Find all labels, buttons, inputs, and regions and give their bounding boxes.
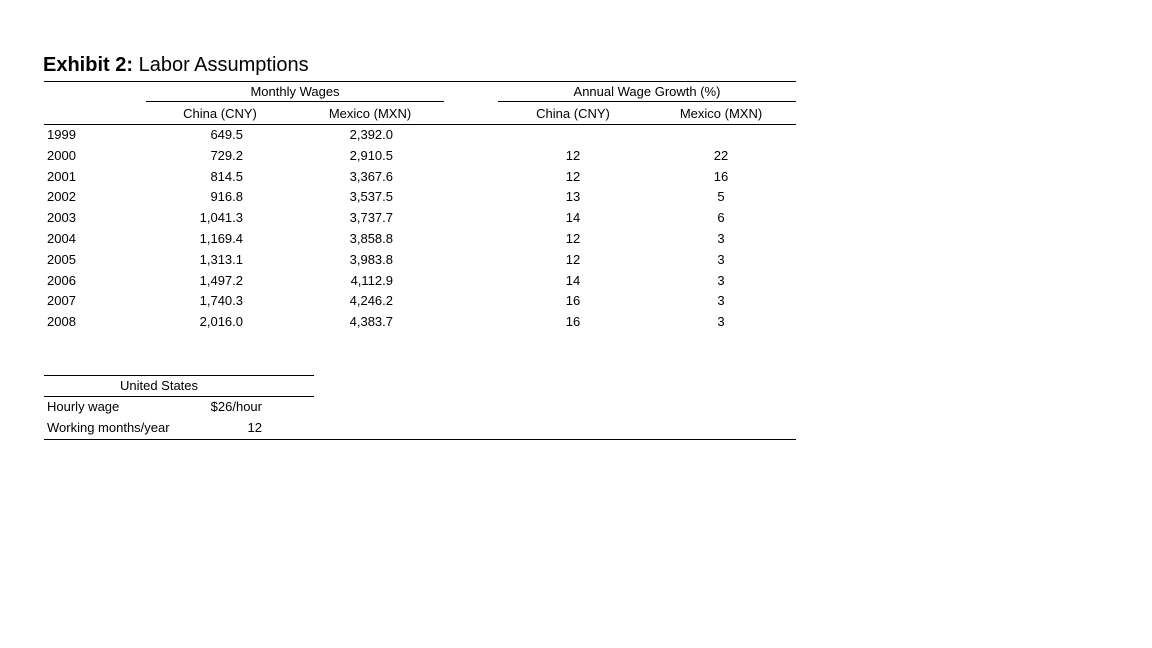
us-value-hourly-wage: $26/hour — [210, 399, 262, 414]
group-underline-monthly — [146, 101, 444, 102]
header-rule — [44, 124, 796, 125]
cell-mexico-wage: 3,858.8 — [349, 231, 393, 246]
cell-china-growth: 12 — [565, 168, 581, 184]
cell-mexico-wage: 3,983.8 — [349, 251, 393, 267]
cell-mexico-growth: 3 — [717, 231, 725, 246]
cell-china-growth: 12 — [565, 231, 581, 246]
cell-mexico-growth: 22 — [713, 147, 729, 163]
us-header-rule — [44, 396, 314, 397]
cell-mexico-growth: 5 — [717, 189, 725, 205]
cell-china-growth: 14 — [565, 272, 581, 288]
cell-year: 2005 — [47, 251, 76, 267]
cell-china-wage: 916.8 — [210, 189, 243, 205]
cell-mexico-wage: 4,112.9 — [350, 272, 393, 288]
col-header-mexico-growth: Mexico (MXN) — [679, 106, 763, 121]
cell-mexico-wage: 4,246.2 — [349, 293, 393, 309]
group-header-annual-wage-growth: Annual Wage Growth (%) — [573, 84, 721, 99]
col-header-china-wage: China (CNY) — [183, 106, 257, 121]
cell-mexico-wage: 3,367.6 — [349, 168, 393, 184]
cell-china-wage: 814.5 — [210, 168, 243, 184]
cell-year: 2004 — [47, 231, 76, 246]
cell-year: 2001 — [47, 168, 76, 184]
exhibit-title-bold: Exhibit 2: — [43, 54, 134, 76]
cell-china-growth: 14 — [565, 210, 581, 226]
cell-mexico-growth: 3 — [717, 251, 725, 267]
group-header-monthly-wages: Monthly Wages — [250, 84, 340, 99]
cell-year: 2003 — [47, 210, 76, 226]
cell-year: 2008 — [47, 314, 76, 330]
cell-china-growth: 12 — [565, 147, 581, 163]
cell-year: 2006 — [47, 272, 76, 288]
cell-china-wage: 729.2 — [210, 147, 243, 163]
cell-china-growth: 13 — [565, 189, 581, 205]
cell-mexico-wage: 2,392.0 — [349, 127, 393, 142]
us-value-working-months: 12 — [247, 420, 262, 435]
group-underline-growth — [498, 101, 796, 102]
cell-mexico-growth: 3 — [717, 293, 725, 309]
cell-mexico-growth: 3 — [717, 314, 725, 330]
cell-china-wage: 1,313.1 — [199, 251, 243, 267]
cell-china-growth: 12 — [565, 251, 581, 267]
cell-china-wage: 649.5 — [210, 127, 243, 142]
exhibit-title-rest: Labor Assumptions — [133, 54, 309, 76]
cell-china-wage: 1,740.3 — [199, 293, 243, 309]
cell-mexico-growth: 3 — [717, 272, 725, 288]
exhibit-title — [43, 54, 309, 77]
cell-mexico-wage: 4,383.7 — [349, 314, 393, 330]
us-label-working-months: Working months/year — [47, 420, 170, 435]
cell-china-wage: 1,041.3 — [199, 210, 243, 226]
cell-year: 2000 — [47, 147, 76, 163]
cell-mexico-wage: 2,910.5 — [349, 147, 393, 163]
us-top-rule — [44, 375, 314, 376]
cell-china-wage: 2,016.0 — [199, 314, 243, 330]
cell-year: 2007 — [47, 293, 76, 309]
cell-china-growth: 16 — [565, 314, 581, 330]
cell-china-growth: 16 — [565, 293, 581, 309]
bottom-rule — [44, 439, 796, 440]
cell-year: 1999 — [47, 127, 76, 142]
us-header: United States — [119, 378, 199, 393]
cell-mexico-wage: 3,737.7 — [349, 210, 393, 226]
cell-china-wage: 1,169.4 — [199, 231, 243, 246]
col-header-china-growth: China (CNY) — [536, 106, 610, 121]
cell-mexico-growth: 16 — [713, 168, 729, 184]
cell-mexico-wage: 3,537.5 — [349, 189, 393, 205]
us-label-hourly-wage: Hourly wage — [47, 399, 120, 414]
cell-mexico-growth: 6 — [717, 210, 725, 226]
col-header-mexico-wage: Mexico (MXN) — [328, 106, 412, 121]
cell-china-wage: 1,497.2 — [199, 272, 243, 288]
top-rule — [44, 81, 796, 82]
cell-year: 2002 — [47, 189, 76, 205]
